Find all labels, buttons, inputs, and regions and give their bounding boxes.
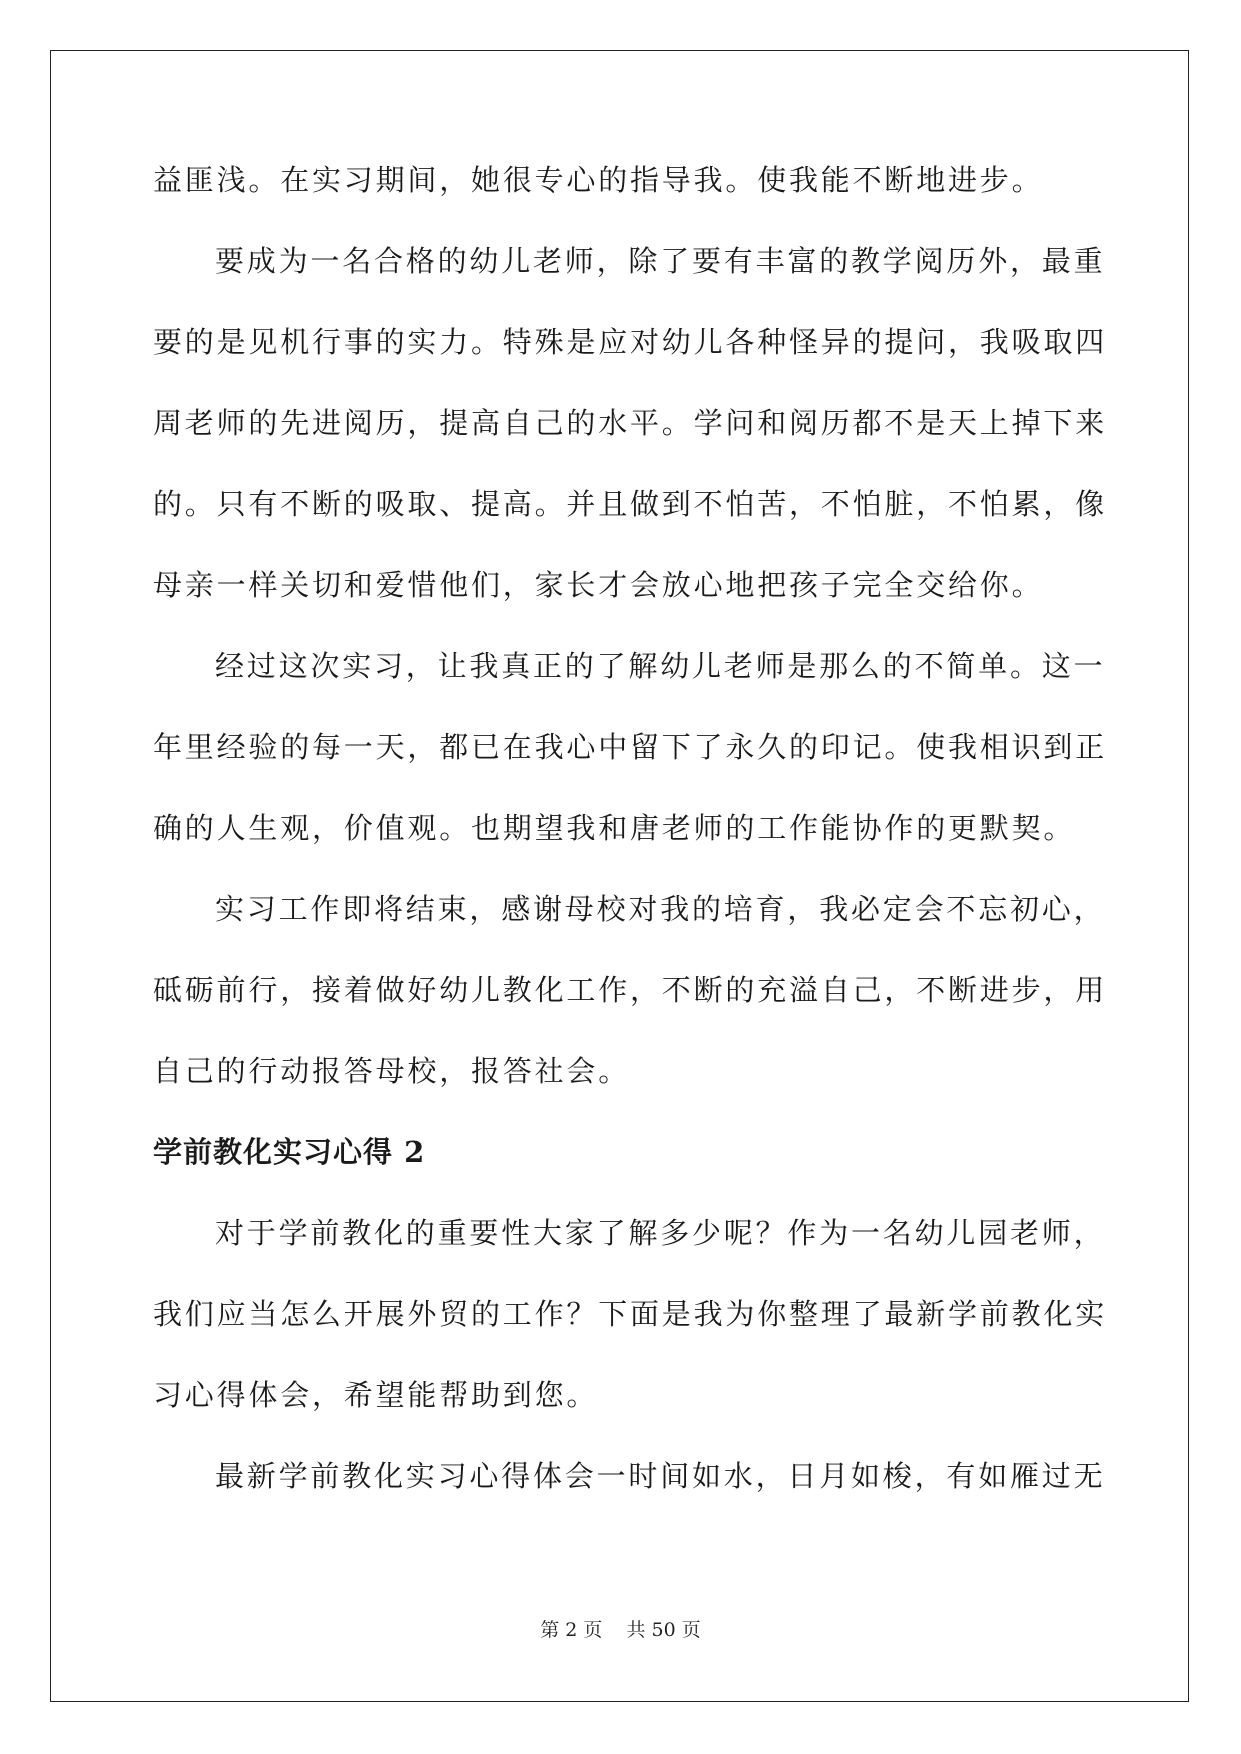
text-line-2: 要成为一名合格的幼儿老师，除了要有丰富的教学阅历外，最重 — [215, 244, 1106, 278]
text-line-12: 自己的行动报答母校，报答社会。 — [153, 1054, 631, 1088]
text-line-6: 母亲一样关切和爱惜他们，家长才会放心地把孩子完全交给你。 — [153, 568, 1044, 602]
text-line-8: 年里经验的每一天，都已在我心中留下了永久的印记。使我相识到正 — [153, 730, 1108, 764]
text-line-7: 经过这次实习，让我真正的了解幼儿老师是那么的不简单。这一 — [215, 649, 1106, 683]
text-line-11: 砥砺前行，接着做好幼儿教化工作，不断的充溢自己，不断进步，用 — [153, 973, 1108, 1007]
text-line-3: 要的是见机行事的实力。特殊是应对幼儿各种怪异的提问，我吸取四 — [153, 325, 1108, 359]
text-line-4: 周老师的先进阅历，提高自己的水平。学问和阅历都不是天上掉下来 — [153, 406, 1108, 440]
section-line-4: 最新学前教化实习心得体会一时间如水，日月如梭，有如雁过无 — [215, 1459, 1106, 1493]
page-number: 第 2 页 — [540, 1619, 603, 1641]
text-line-10: 实习工作即将结束，感谢母校对我的培育，我必定会不忘初心， — [215, 892, 1106, 926]
section-line-3: 习心得体会，希望能帮助到您。 — [153, 1378, 599, 1412]
document-body — [153, 160, 1108, 1537]
section-heading: 学前教化实习心得 2 — [153, 1135, 426, 1169]
page-total: 共 50 页 — [626, 1619, 701, 1641]
section-line-2: 我们应当怎么开展外贸的工作？下面是我为你整理了最新学前教化实 — [153, 1297, 1108, 1331]
page-footer — [0, 1615, 1241, 1642]
text-line-1: 益匪浅。在实习期间，她很专心的指导我。使我能不断地进步。 — [153, 163, 1044, 197]
section-line-1: 对于学前教化的重要性大家了解多少呢？作为一名幼儿园老师， — [215, 1216, 1106, 1250]
text-line-9: 确的人生观，价值观。也期望我和唐老师的工作能协作的更默契。 — [153, 811, 1076, 845]
text-line-5: 的。只有不断的吸取、提高。并且做到不怕苦，不怕脏，不怕累，像 — [153, 487, 1108, 521]
